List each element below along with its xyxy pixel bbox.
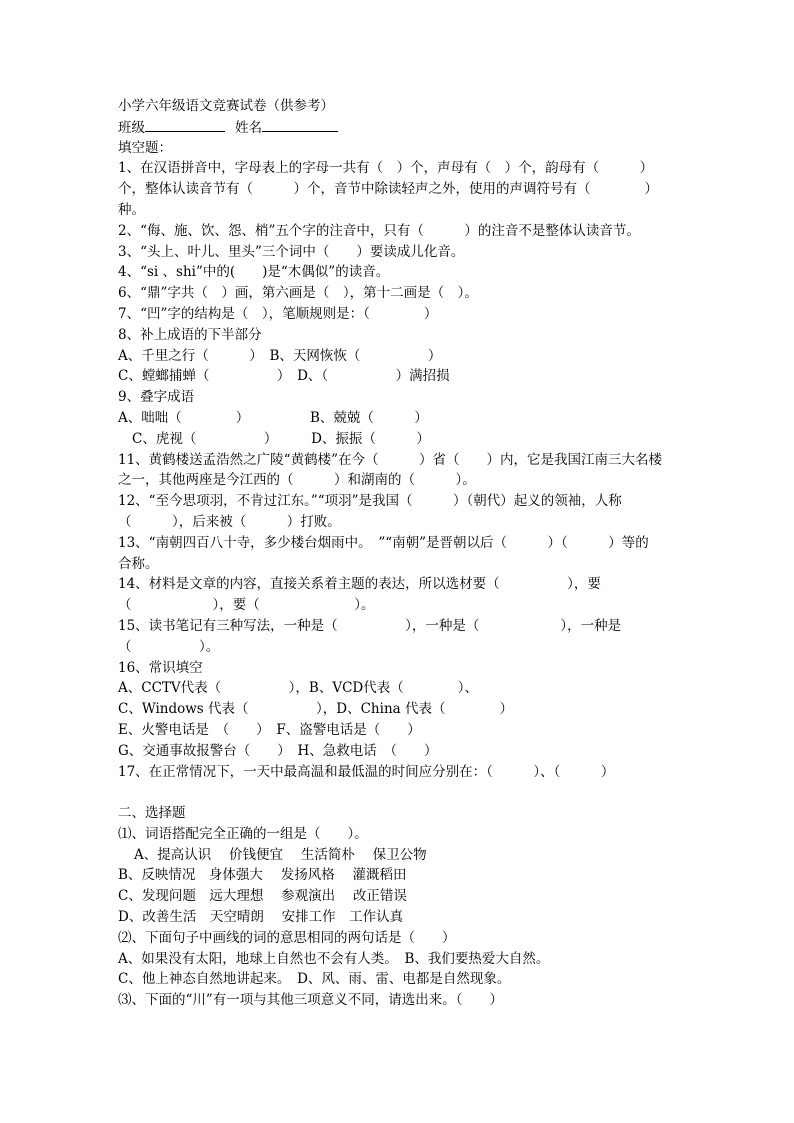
- question-line: 11、黄鹤楼送孟浩然之广陵“黄鹤楼”在今（ ）省（ ）内，它是我国江南三大名楼: [118, 451, 662, 468]
- question-line: 2、“侮、施、饮、怨、梢”五个字的注音中，只有（ ）的注音不是整体认读音节。: [118, 222, 640, 239]
- question-line: 6、“鼎”字共（ ）画，第六画是（ ），第十二画是（ ）。: [118, 285, 478, 302]
- question-line: 16、常识填空: [118, 659, 203, 676]
- question-line: 13、“南朝四百八十寺，多少楼台烟雨中。 ”“南朝”是晋朝以后（ ）（ ）等的: [118, 534, 649, 551]
- question-line: 15、读书笔记有三种写法，一种是（ ），一种是（ ），一种是: [118, 617, 622, 634]
- question-line: G、交通事故报警台（ ） H、急救电话 （ ）: [118, 742, 438, 759]
- question-line: C、Windows 代表（ ），D、China 代表（ ）: [118, 701, 513, 718]
- option-line: A、如果没有太阳，地球上自然也不会有人类。 B、我们要热爱大自然。: [118, 950, 550, 967]
- option-line: A、提高认识 价钱便宜 生活简朴 保卫公物: [134, 846, 427, 863]
- name-label: 姓名: [235, 119, 262, 136]
- question-line: （ ）。: [118, 638, 220, 655]
- question-line: ⑶、下面的“川”有一项与其他三项意义不同，请选出来。（ ）: [118, 992, 504, 1009]
- question-line: A、千里之行（ ） B、天网恢恢（ ）: [118, 347, 442, 364]
- question-line: 8、补上成语的下半部分: [118, 326, 262, 343]
- question-line: 9、叠字成语: [118, 389, 195, 406]
- option-line: C、发现问题 远大理想 参观演出 改正错误: [118, 888, 407, 905]
- question-line: A、咄咄（ ） B、兢兢（ ）: [118, 409, 428, 426]
- question-line: 3、“头上、叶儿、里头”三个词中（ ）要读成儿化音。: [118, 243, 465, 260]
- question-line: 4、“si 、shi”中的( )是“木偶似”的读音。: [118, 264, 390, 281]
- exam-title: 小学六年级语文竞赛试卷（供参考）: [118, 98, 334, 114]
- question-line: C、虎视（ ） D、振振（ ）: [132, 430, 430, 447]
- question-line: 合称。: [118, 555, 159, 572]
- question-line: A、CCTV代表（ ），B、VCD代表（ ）、: [118, 680, 478, 697]
- section-gap: [118, 782, 678, 803]
- question-line: C、螳螂捕蝉（ ） D、（ ）满招损: [118, 368, 450, 385]
- question-line: 12、“至今思项羽，不肯过江东。”“项羽”是我国（ ）（朝代）起义的领袖，人称: [118, 493, 622, 510]
- section2-questions: [118, 824, 678, 1011]
- question-line: 17、在正常情况下，一天中最高温和最低温的时间应分别在：（ ）、（ ）: [118, 763, 615, 780]
- class-blank[interactable]: [145, 117, 225, 132]
- option-line: B、反映情况 身体强大 发扬风格 灌溉稻田: [118, 867, 407, 884]
- question-line: E、火警电话是 （ ） F、盗警电话是（ ）: [118, 721, 421, 738]
- question-line: 1、在汉语拼音中，字母表上的字母一共有（ ）个，声母有（ ）个，韵母有（ ）: [118, 160, 654, 177]
- section2-heading: 二、选择题: [118, 805, 186, 822]
- question-line: （ ），后来被（ ）打败。: [118, 513, 341, 530]
- exam-page: [118, 96, 678, 1011]
- section1-questions: [118, 158, 678, 782]
- class-label: 班级: [118, 119, 145, 136]
- question-line: ⑴、词语搭配完全正确的一组是（ ）。: [118, 825, 368, 842]
- question-line: 之一，其他两座是今江西的（ ）和湖南的（ ）。: [118, 472, 476, 489]
- question-line: ⑵、下面句子中画线的词的意思相同的两句话是（ ）: [118, 929, 456, 946]
- option-line: C、他上神态自然地讲起来。 D、风、雨、雷、电都是自然现象。: [118, 971, 511, 988]
- option-line: D、改善生活 天空晴朗 安排工作 工作认真: [118, 909, 404, 926]
- question-line: 个，整体认读音节有（ ）个，音节中除读轻声之外，使用的声调符号有（ ）: [118, 181, 658, 198]
- question-line: （ ），要（ ）。: [118, 597, 375, 614]
- class-name-row: [118, 117, 678, 138]
- question-line: 14、材料是文章的内容，直接关系着主题的表达，所以选材要（ ），要: [118, 576, 601, 593]
- section1-heading: 填空题：: [118, 139, 172, 156]
- question-line: 种。: [118, 201, 145, 218]
- name-blank[interactable]: [262, 117, 338, 132]
- question-line: 7、“凹”字的结构是（ ），笔顺规则是：（ ）: [118, 305, 438, 322]
